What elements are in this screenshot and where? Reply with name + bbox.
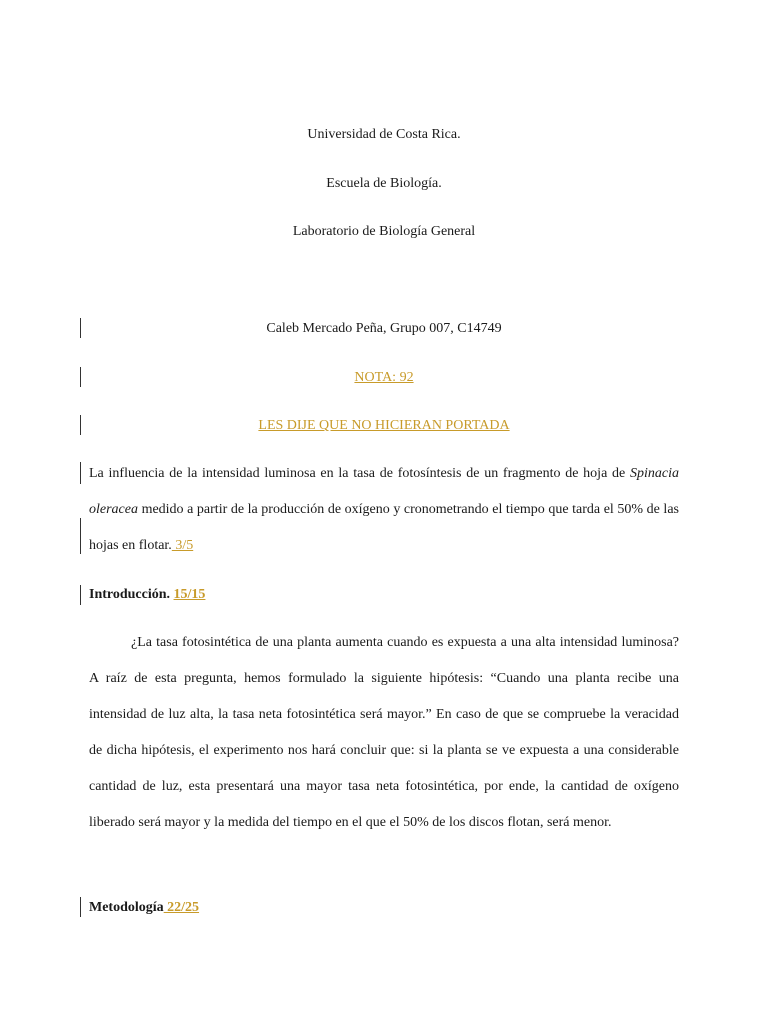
- grade-comment-link[interactable]: NOTA: 92: [354, 370, 414, 385]
- methodology-heading-text: Metodología: [89, 900, 164, 915]
- university-name: Universidad de Costa Rica.: [307, 127, 461, 142]
- introduction-heading-text: Introducción.: [89, 587, 171, 602]
- change-bar: [80, 367, 81, 387]
- grade-comment[interactable]: [89, 369, 679, 387]
- introduction-body-text: ¿La tasa fotosintética de una planta aumenta cuando es expuesta a una alta intensidad luminosa? A raíz de esta pregunta, hemos formulado la siguiente hipótesis: “Cuando una planta recibe una intensidad de luz alta, la tasa neta fotosintética será mayor.” En caso de que se compruebe la veracidad de dicha hipótesis, el experimento nos hará concluir que: si la planta se ve expuesta a una considerable cantidad de luz, esta presentará una mayor tasa neta fotosintética, por ende, la cantidad de oxígeno liberado será mayor y la medida del tiempo en el que el 50% de los discos flotan, será menor.: [89, 635, 679, 830]
- title-part-2: medido a partir de la producción de oxígeno y cronometrando el tiempo que tarda el 50% de las hojas en flotar.: [89, 502, 679, 553]
- introduction-heading: [89, 586, 205, 604]
- species-name: Spinacia oleracea: [89, 466, 679, 517]
- introduction-score[interactable]: 15/15: [173, 587, 206, 602]
- lab-name: Laboratorio de Biología General: [292, 224, 476, 239]
- methodology-heading: [89, 899, 199, 917]
- change-bar: [80, 462, 81, 484]
- author-line: Caleb Mercado Peña, Grupo 007, C14749: [266, 321, 502, 336]
- change-bar: [80, 415, 81, 435]
- change-bar: [80, 518, 81, 554]
- change-bar: [80, 318, 81, 338]
- report-title: [89, 456, 679, 564]
- cover-comment-link[interactable]: LES DIJE QUE NO HICIERAN PORTADA: [258, 418, 510, 433]
- school-name: Escuela de Biología.: [326, 176, 442, 191]
- cover-comment[interactable]: [89, 417, 679, 435]
- introduction-body: [89, 625, 679, 841]
- title-part-1: La influencia de la intensidad luminosa en la tasa de fotosíntesis de un fragmento de hoja de: [89, 466, 626, 481]
- title-score[interactable]: 3/5: [171, 538, 194, 553]
- change-bar: [80, 897, 81, 917]
- change-bar: [80, 585, 81, 605]
- methodology-score[interactable]: 22/25: [163, 900, 200, 915]
